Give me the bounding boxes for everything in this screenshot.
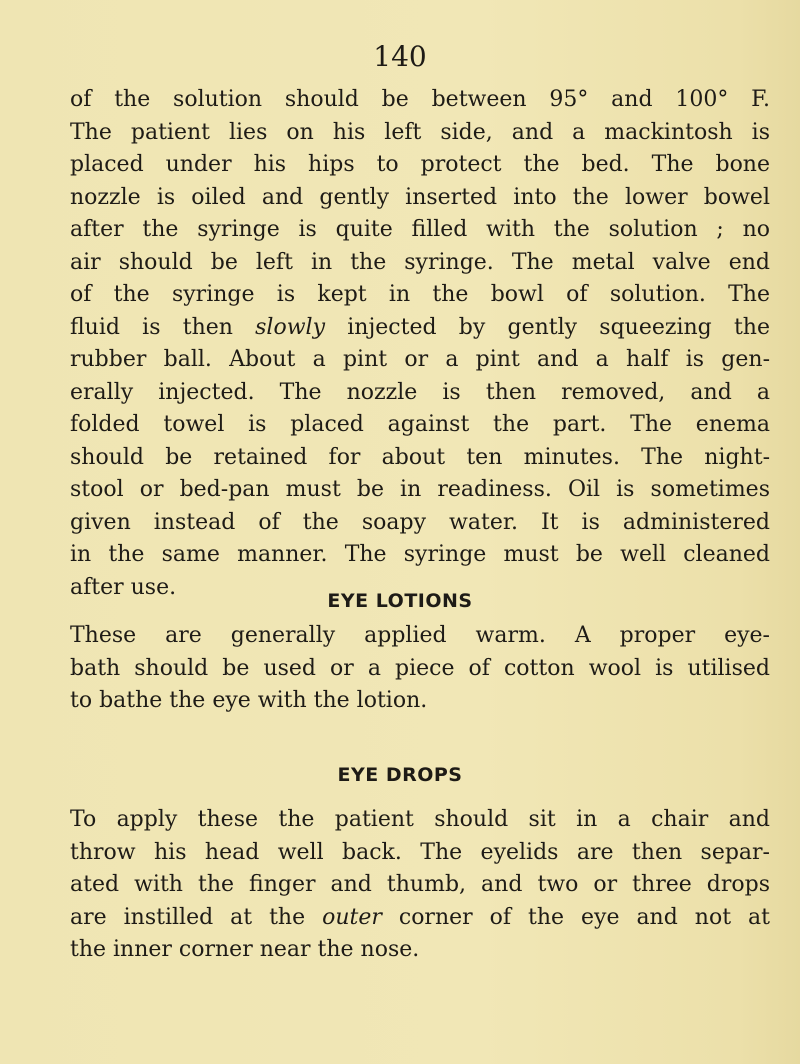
paragraph-enema [70,84,770,604]
text-line: should be retained for about ten minutes. The night- [70,444,770,470]
text-line: placed under his hips to protect the bed. The bone [70,152,770,177]
text-line: To apply these the patient should sit in a chair and [70,807,770,832]
text-line: to bathe the eye with the lotion. [70,688,428,713]
page-number: 140 [373,40,427,73]
heading-eye-drops: EYE DROPS [337,764,463,786]
paragraph-eye-drops [70,804,770,967]
paragraph-eye-lotions [70,620,770,718]
text-line: air should be left in the syringe. The metal valve end [70,249,770,275]
text-line: folded towel is placed against the part. The enema [70,412,770,437]
text-line: bath should be used or a piece of cotton wool is utilised [70,655,770,681]
text-line: ated with the finger and thumb, and two or three drops [70,872,770,897]
text-line: These are generally applied warm. A proper eye- [70,623,770,648]
text-line: erally injected. The nozzle is then removed, and a [70,379,770,405]
text-line: given instead of the soapy water. It is administered [70,509,770,535]
text-line: stool or bed-pan must be in readiness. Oil is sometimes [70,477,770,502]
emphasis-outer: outer [322,904,382,930]
text-line [70,312,770,345]
text-line: The patient lies on his left side, and a mackintosh is [70,119,770,145]
text-segment: corner of the eye and not at [381,904,770,930]
text-line: nozzle is oiled and gently inserted into the lower bowel [70,184,770,210]
text-line: after use. [70,574,177,600]
emphasis-slowly: slowly [255,314,326,340]
text-segment: injected by gently squeezing the [325,314,770,340]
text-line: after the syringe is quite filled with the solution ; no [70,217,770,242]
text-line: throw his head well back. The eyelids are then separ- [70,839,770,865]
heading-eye-lotions: EYE LOTIONS [327,590,473,612]
text-segment: fluid is then [70,314,256,340]
text-line: rubber ball. About a pint or a pint and a half is gen- [70,347,770,372]
text-line: of the syringe is kept in the bowl of solution. The [70,282,770,307]
text-line: the inner corner near the nose. [70,937,420,962]
text-line: of the solution should be between 95° and 100° F. [70,87,770,112]
text-line: in the same manner. The syringe must be well cleaned [70,542,770,567]
text-line [70,902,770,935]
text-segment: are instilled at the [70,904,323,930]
